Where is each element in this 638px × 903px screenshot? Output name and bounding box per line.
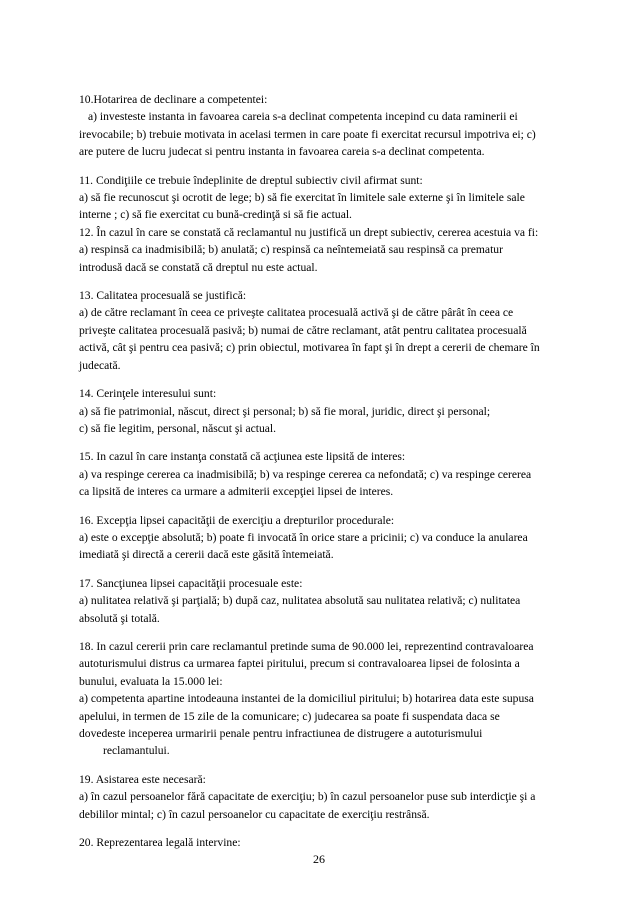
question-14 <box>79 385 599 437</box>
question-heading: autoturismului distrus ca urmarea faptei piritului, precum si contravaloarea lipsei de folosinta a <box>79 657 520 671</box>
question-18 <box>79 638 599 760</box>
answer-line: irevocabile; b) trebuie motivata in acelasi termen in care poate fi exercitat recursul impotriva ei; c) <box>79 127 536 141</box>
paragraph-gap <box>79 437 599 448</box>
answer-line: a) este o excepţie absolută; b) poate fi invocată în orice stare a pricinii; c) va conduce la anularea <box>79 530 528 544</box>
answer-line: dovedeste inceperea urmaririi penale pentru infractiunea de distrugere a autoturismului <box>79 727 483 740</box>
question-20 <box>79 834 599 851</box>
question-13 <box>79 287 599 374</box>
question-17 <box>79 575 599 627</box>
answer-line: ca lipsită de interes ca urmare a admiterii excepţiei lipsei de interes. <box>79 485 394 499</box>
paragraph-gap <box>79 501 599 512</box>
answer-line: a) competenta apartine intodeauna instantei de la domiciliul piritului; b) hotarirea data este supusa <box>79 692 534 706</box>
answer-line: reclamantului. <box>103 744 170 758</box>
answer-line: a) respinsă ca inadmisibilă; b) anulată; c) respinsă ca neîntemeiată sau respinsă ca prematur <box>79 243 503 257</box>
answer-line: a) să fie patrimonial, născut, direct şi personal; b) să fie moral, juridic, direct şi personal; <box>79 404 491 418</box>
question-heading: 17. Sancţiunea lipsei capacităţii procesuale este: <box>79 576 303 590</box>
answer-line: interne ; c) să fie exercitat cu bună-credinţă si să fie actual. <box>79 208 352 222</box>
paragraph-gap <box>79 627 599 638</box>
question-heading: 18. In cazul cererii prin care reclamantul pretinde suma de 90.000 lei, reprezentind contravaloarea <box>79 639 534 653</box>
paragraph-gap <box>79 374 599 385</box>
question-heading: 15. In cazul în care instanţa constată că acţiunea este lipsită de interes: <box>79 450 406 464</box>
answer-line: are putere de lucru judecat si pentru instanta in favoarea careia s-a declinat competenta. <box>79 145 485 159</box>
page-number: 26 <box>313 852 325 866</box>
question-15 <box>79 448 599 500</box>
paragraph-gap <box>79 823 599 834</box>
document-body <box>79 91 599 851</box>
answer-line: a) va respinge cererea ca inadmisibilă; b) va respinge cererea ca nefondată; c) va respinge cererea <box>79 467 532 481</box>
answer-line: imediată şi directă a cererii dacă este găsită întemeiată. <box>79 548 334 562</box>
question-12 <box>79 224 599 276</box>
answer-line: introdusă dacă se constată că dreptul nu este actual. <box>79 260 318 274</box>
question-heading: 19. Asistarea este necesară: <box>79 772 206 786</box>
paragraph-gap <box>79 760 599 771</box>
question-heading: 10.Hotarirea de declinare a competentei: <box>79 93 268 106</box>
answer-line: debililor mintal; c) în cazul persoanelor cu capacitate de exerciţiu restrânsă. <box>79 807 430 821</box>
answer-line: absolută şi totală. <box>79 611 160 625</box>
question-heading: bunului, evaluata la 15.000 lei: <box>79 674 223 688</box>
question-10 <box>79 91 599 161</box>
question-heading: 14. Cerinţele interesului sunt: <box>79 387 217 401</box>
answer-line: c) să fie legitim, personal, născut şi actual. <box>79 421 277 435</box>
paragraph-gap <box>79 161 599 172</box>
answer-line: priveşte calitatea procesuală pasivă; b) numai de către reclamant, atât pentru calitatea procesuală <box>79 323 527 337</box>
question-11 <box>79 172 599 224</box>
paragraph-gap <box>79 276 599 287</box>
answer-line: a) de către reclamant în ceea ce priveşte calitatea procesuală activă şi de către pârât în ceea ce <box>79 306 514 320</box>
paragraph-gap <box>79 564 599 575</box>
answer-line: a) în cazul persoanelor fără capacitate de exerciţiu; b) în cazul persoanelor puse sub interdicţie şi a <box>79 790 536 804</box>
question-heading: 16. Excepţia lipsei capacităţii de exerciţiu a drepturilor procedurale: <box>79 513 395 527</box>
answer-line: a) investeste instanta in favoarea careia s-a declinat competenta incepind cu data raminerii ei <box>88 110 518 124</box>
answer-line: a) nulitatea relativă şi parţială; b) după caz, nulitatea absolută sau nulitatea relativă; c) nulitatea <box>79 594 521 608</box>
question-heading: 11. Condiţiile ce trebuie îndeplinite de dreptul subiectiv civil afirmat sunt: <box>79 173 423 187</box>
answer-line: judecată. <box>79 358 121 372</box>
answer-line: apelului, in termen de 15 zile de la comunicare; c) judecarea sa poate fi suspendata daca se <box>79 709 500 723</box>
question-heading: 13. Calitatea procesuală se justifică: <box>79 289 247 303</box>
answer-line: activă, cât şi pentru cea pasivă; c) prin obiectul, motivarea în fapt şi în drept a cererii de chemare în <box>79 341 540 355</box>
answer-line: a) să fie recunoscut şi ocrotit de lege; b) să fie exercitat în limitele sale externe şi în limitele sale <box>79 191 525 205</box>
question-heading: 20. Reprezentarea legală intervine: <box>79 836 241 850</box>
question-heading: 12. În cazul în care se constată că reclamantul nu justifică un drept subiectiv, cererea acestuia va fi: <box>79 225 539 239</box>
question-16 <box>79 512 599 564</box>
question-19 <box>79 771 599 823</box>
